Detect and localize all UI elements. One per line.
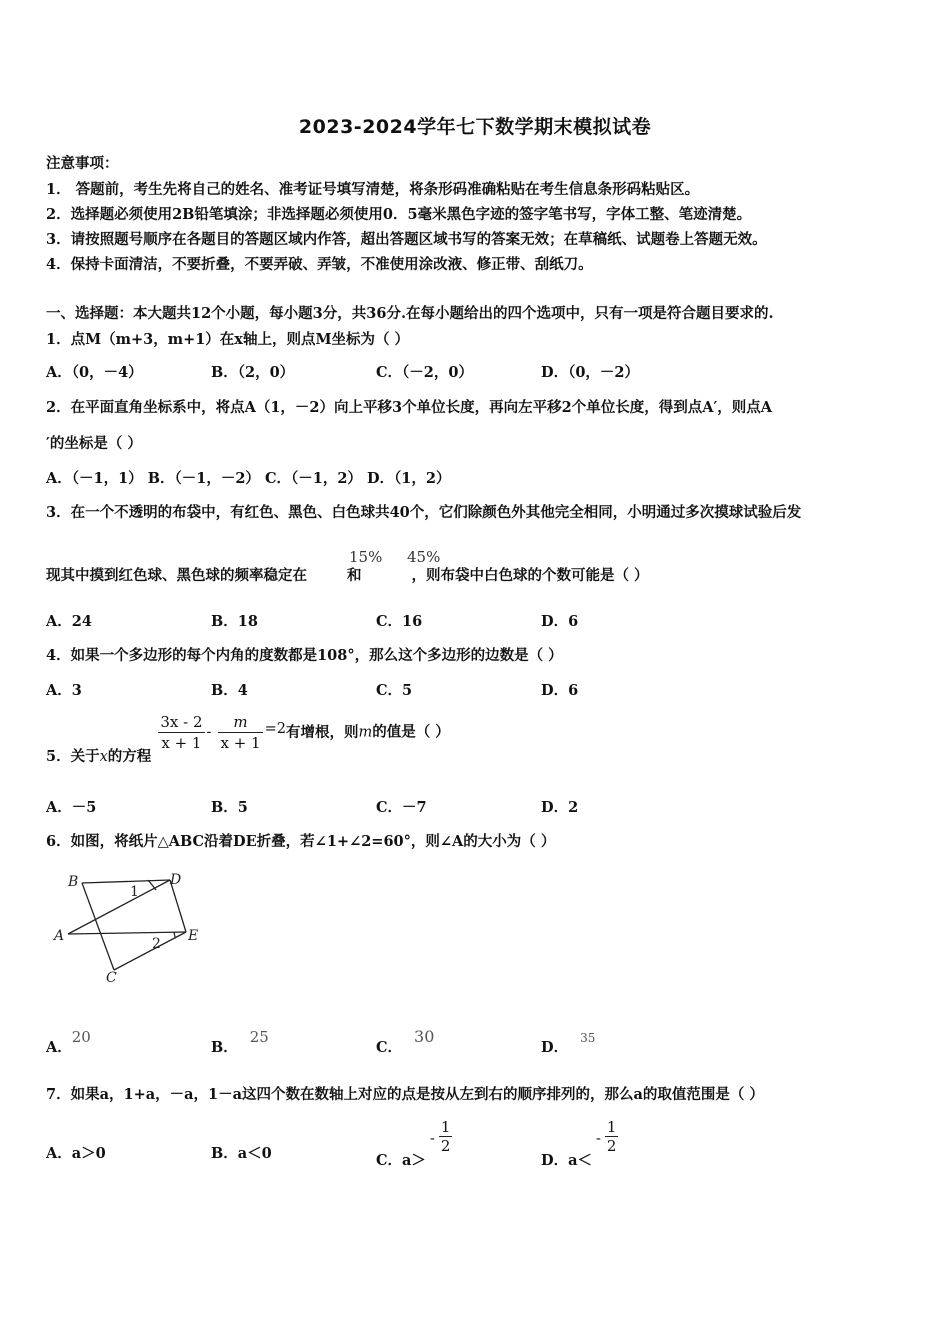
note-item: 2．选择题必须使用2B铅笔填涂；非选择题必须使用0．5毫米黑色字迹的签字笔书写，字体工整、笔迹清楚。 [46,206,752,223]
page-title: 2023-2024学年七下数学期末模拟试卷 [298,116,652,138]
q4-option-c: C．5 [376,682,413,699]
question-2-stem: 2．在平面直角坐标系中，将点A（1，－2）向上平移3个单位长度，再向左平移2个单位长度，得到点A′，则点A [46,399,773,416]
q3-option-c: C．16 [376,613,423,630]
q5-var-x: x [99,748,108,765]
q7-option-d [541,1118,620,1169]
question-1-stem: 1．点M（m+3，m+1）在x轴上，则点M坐标为（ ） [46,331,410,348]
q3-option-b: B．18 [211,613,258,630]
q4-option-b: B．4 [211,682,248,699]
q7-option-d-fraction [605,1118,619,1155]
q6-option-d [541,1031,596,1057]
q7-option-d-num: 1 [606,1118,617,1136]
section-heading: 一、选择题：本大题共12个小题，每小题3分，共36分.在每小题给出的四个选项中，只有一项是符合题目要求的. [46,305,774,322]
q5-frac2-numerator: m [233,713,248,731]
q6-option-c-letter: C． [376,1039,403,1056]
q7-option-d-text: D．a＜ [541,1151,592,1169]
q6-option-d-letter: D． [541,1039,569,1056]
q3-text-c: ，则布袋中白色球的个数可能是（ ） [411,567,649,584]
note-item: 4．保持卡面清洁，不要折叠，不要弄破、弄皱，不准使用涂改液、修正带、刮纸刀。 [46,256,593,273]
q5-text-b: 的方程 [107,747,152,765]
q6-figure [52,866,212,986]
q7-option-c-den: 2 [440,1137,451,1155]
question-5-stem [46,712,450,765]
q2-options: A．（－1，1） B．（－1，－2） C．（－1，2） D．（1，2） [46,470,451,487]
q5-fraction-2 [218,712,262,753]
q6-option-a-letter: A． [46,1039,72,1056]
q3-option-d: D．6 [541,613,579,630]
q5-text-c: 有增根，则 [285,723,359,741]
q6-option-b [211,1028,269,1057]
q5-text-a: 5．关于 [46,747,100,765]
fig-label-a: A [54,928,65,944]
q5-fraction-1 [158,712,204,753]
fig-label-1: 1 [130,884,139,900]
q6-option-c [376,1027,435,1057]
q7-option-a: A．a＞0 [46,1145,106,1162]
q6-option-b-value: 25 [249,1028,269,1046]
q1-option-a: A．（0，－4） [46,364,143,381]
q4-option-d: D．6 [541,682,579,699]
q1-option-c: C．（－2，0） [376,364,473,381]
q7-option-c-neg: - [429,1130,435,1147]
q6-option-a [46,1028,91,1057]
question-7-stem: 7．如果a，1+a，－a，1－a这四个数在数轴上对应的点是按从左到右的顺序排列的，那么a的取值范围是（ ） [46,1086,764,1103]
q5-var-m: m [358,724,373,741]
fig-angle-2-arc [174,932,176,938]
q7-option-d-den: 2 [606,1137,617,1155]
q5-option-a: A．－5 [46,799,97,816]
q7-option-c [376,1118,454,1169]
q5-text-d: 的值是（ ） [372,723,450,741]
fig-label-c: C [106,970,117,986]
q7-option-c-num: 1 [440,1118,451,1136]
q5-equals: =2 [264,720,286,737]
q4-option-a: A．3 [46,682,82,699]
q7-option-c-fraction [439,1118,453,1155]
question-3-stem: 3．在一个不透明的布袋中，有红色、黑色、白色球共40个，它们除颜色外其他完全相同，小明通过多次摸球试验后发 [46,504,802,521]
fig-segment-ae [68,932,186,934]
fig-label-e: E [188,928,199,944]
fig-label-d: D [170,872,182,888]
q3-percent-red: 15% [349,548,383,566]
q6-option-a-value: 20 [71,1028,91,1046]
q3-text-b: 和 [347,567,362,584]
q6-option-d-value: 35 [580,1031,596,1045]
notes-heading: 注意事项： [46,155,119,172]
q3-percent-black: 45% [407,548,441,566]
q6-option-b-letter: B． [211,1039,238,1056]
q5-option-c: C．－7 [376,799,427,816]
fig-segment-bd [82,880,170,883]
q1-option-d: D．（0，－2） [541,364,640,381]
q7-option-c-text: C．a＞ [376,1151,426,1169]
fig-label-2: 2 [152,936,161,952]
question-3-stem-cont [46,564,649,585]
note-item: 3．请按照题号顺序在各题目的答题区域内作答，超出答题区域书写的答案无效；在草稿纸、试题卷上答题无效。 [46,231,767,248]
q7-option-b: B．a＜0 [211,1145,272,1162]
q3-option-a: A．24 [46,613,92,630]
q5-frac1-denominator: x + 1 [158,732,204,753]
q3-text-a: 现其中摸到红色球、黑色球的频率稳定在 [46,567,307,584]
q1-option-b: B．（2，0） [211,364,295,381]
q5-option-d: D．2 [541,799,579,816]
q5-frac1-numerator: 3x - 2 [160,713,203,731]
q5-minus: - [206,724,212,741]
q5-frac2-denominator: x + 1 [220,734,261,752]
note-item: 1． 答题前，考生先将自己的姓名、准考证号填写清楚，将条形码准确粘贴在考生信息条形码粘贴区。 [46,181,700,198]
q5-option-b: B．5 [211,799,248,816]
fig-angle-1-arc [148,880,156,890]
fig-label-b: B [68,874,79,890]
q6-option-c-value: 30 [414,1027,435,1046]
fig-segment-cb [82,883,114,970]
question-6-stem: 6．如图，将纸片△ABC沿着DE折叠，若∠1+∠2=60°，则∠A的大小为（ ） [46,833,556,850]
question-2-stem-cont: ′的坐标是（ ） [46,435,142,452]
q7-option-d-neg: - [595,1130,601,1147]
question-4-stem: 4．如果一个多边形的每个内角的度数都是108°，那么这个多边形的边数是（ ） [46,647,563,664]
